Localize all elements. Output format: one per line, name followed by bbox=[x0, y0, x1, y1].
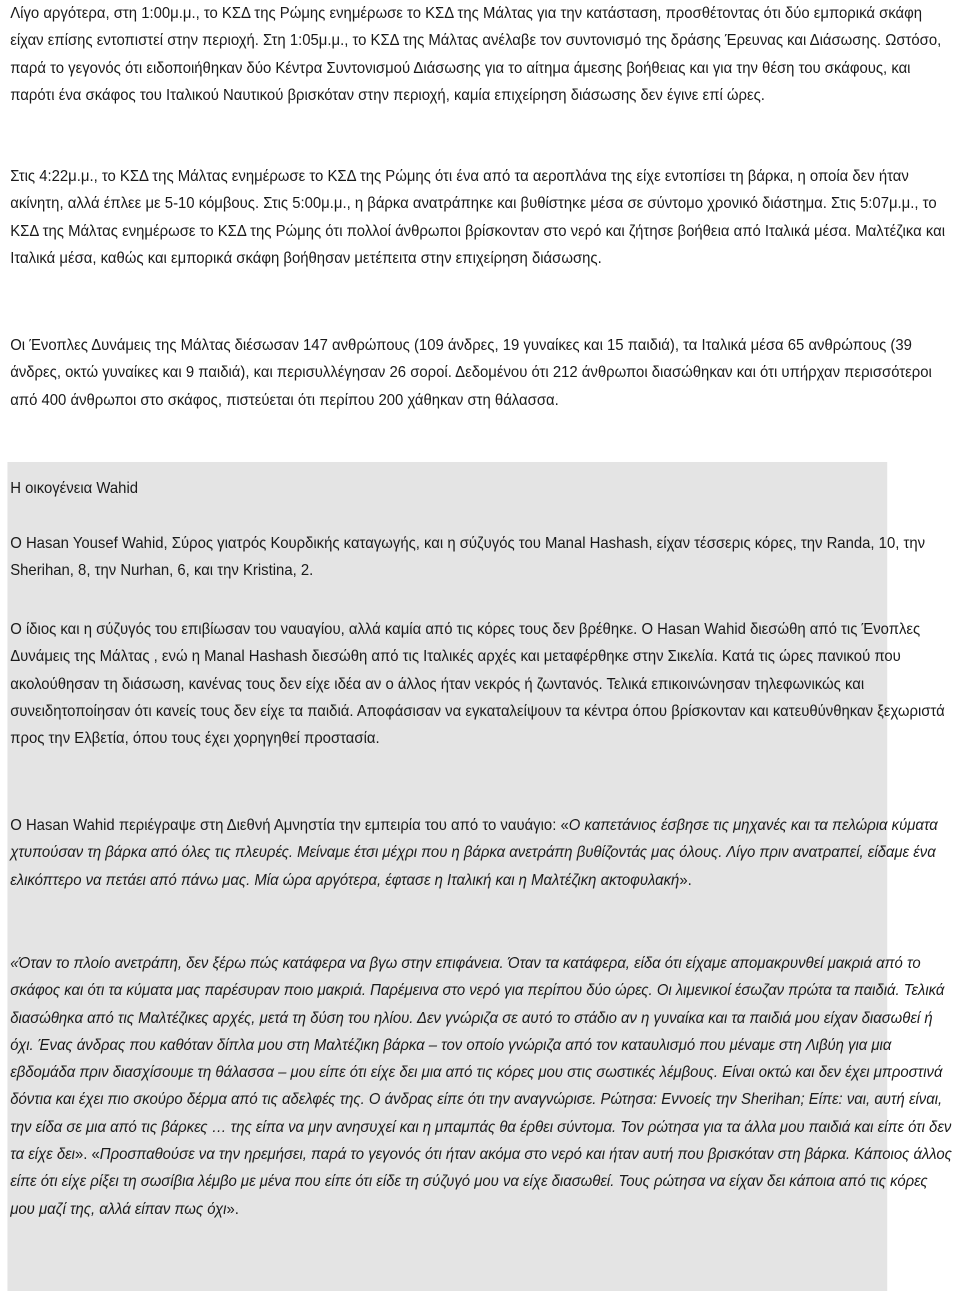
paragraph-text: Οι Ένοπλες Δυνάμεις της Μάλτας διέσωσαν 147 ανθρώπους (109 άνδρες, 19 γυναίκες και 15 παιδιά), τα Ιταλικά μέσα 65 ανθρώπους (39 άνδρες, οκτώ γυναίκες και 9 παιδιά), και περισυλλέγησαν 26 σοροί. Δεδομένου ότι 212 άνθρωποι διασώθηκαν και ότι υπήρχαν περισσότεροι από 400 άνθρωποι στο σκάφος, πιστεύεται ότι περίπου 200 χάθηκαν στη θάλασσα. bbox=[10, 337, 932, 409]
paragraph-text: ». « bbox=[74, 1146, 100, 1164]
paragraph-text: Στις 4:22μ.μ., το ΚΣΔ της Μάλτας ενημέρωσε το ΚΣΔ της Ρώμης ότι ένα από τα αεροπλάνα της είχε εντοπίσει τη βάρκα, η οποία δεν ήταν ακίνητη, αλλά έπλεε με 5-10 κόμβους. Στις 5:00μ.μ., η βάρκα ανατράπηκε και βυθίστηκε μέσα σε σύντομο χρονικό διάστημα. Στις 5:07μ.μ., το ΚΣΔ της Μάλτας ενημέρωσε το ΚΣΔ της Ρώμης ότι πολλοί άνθρωποι βρίσκονταν στο νερό και ζήτησε βοήθεια από Ιταλικά μέσα. Μαλτέζικα και Ιταλικά μέσα, καθώς και εμπορικά σκάφη βοήθησαν μετέπειτα στην επιχείρηση διάσωσης. bbox=[10, 168, 946, 267]
paragraph-rescue-timeline bbox=[10, 0, 955, 109]
paragraph-text: Ο Hasan Yousef Wahid, Σύρος γιατρός Κουρδικής καταγωγής, και η σύζυγός του Manal Hashash, είχαν τέσσερις κόρες, την Randa, 10, την Sherihan, 8, την Nurhan, 6, και την Kristina, 2. bbox=[10, 535, 926, 580]
paragraph-text: Ο ίδιος και η σύζυγός του επιβίωσαν του ναυαγίου, αλλά καμία από τις κόρες τους δεν βρέθηκε. Ο Hasan Wahid διεσώθη από τις Ένοπλες Δυνάμεις της Μάλτας , ενώ η Manal Hashash διεσώθη από τις Ιταλικές αρχές και μεταφέρθηκε στην Σικελία. Κατά τις ώρες πανικού που ακολούθησαν τη διάσωση, κανένας τους δεν είχε ιδέα αν ο άλλος ήταν νεκρός ή ζωντανός. Τελικά επικοινώνησαν τηλεφωνικώς και συνειδητοποίησαν ότι κανείς τους δεν είχε τα παιδιά. Αποφάσισαν να εγκαταλείψουν τα κέντρα όπου βρίσκονταν και κατευθύνθηκαν ξεχωριστά προς την Ελβετία, όπου τους έχει χορηγηθεί προστασία. bbox=[10, 621, 945, 748]
paragraph-text: ». bbox=[226, 1200, 239, 1218]
box-paragraph-family bbox=[10, 530, 955, 585]
quote-text: Προσπαθούσε να την ηρεμήσει, παρά το γεγονός ότι ήταν ακόμα στο νερό και ήταν αυτή που βρισκόταν στη βάρκα. Κάποιος άλλος είπε ότι είχε ρίξει τη σωσίβια λέμβο με μένα που είπε ότι είδε τη σύζυγό μου να είχε διασωθεί. Τους ρώτησα να είχαν δει κάποια από τις κόρες μου μαζί της, αλλά είπαν πως όχι bbox=[10, 1146, 952, 1218]
paragraph-casualties bbox=[10, 332, 955, 414]
box-paragraph-quote bbox=[10, 950, 955, 1223]
box-paragraph-testimony bbox=[10, 812, 955, 894]
paragraph-text: Ο Hasan Wahid περιέγραψε στη Διεθνή Αμνηστία την εμπειρία του από το ναυάγιο: « bbox=[10, 817, 569, 834]
paragraph-text: Λίγο αργότερα, στη 1:00μ.μ., το ΚΣΔ της Ρώμης ενημέρωσε το ΚΣΔ της Μάλτας για την κατάσταση, προσθέτοντας ότι δύο εμπορικά σκάφη είχαν επίσης εντοπιστεί στην περιοχή. Στη 1:05μ.μ., το ΚΣΔ της Μάλτας ανέλαβε τον συντονισμό της δράσης Έρευνας και Διάσωσης. Ωστόσο, παρά το γεγονός ότι ειδοποιήθηκαν δύο Κέντρα Συντονισμού Διάσωσης για το αίτημα άμεσης βοήθειας και για την θέση του σκάφους, και παρότι ένα σκάφος του Ιταλικού Ναυτικού βρισκόταν στην περιοχή, καμία επιχείρηση διάσωσης δεν έγινε επί ώρες. bbox=[10, 5, 942, 104]
box-heading-text: Η οικογένεια Wahid bbox=[10, 480, 139, 497]
quote-text: Ο καπετάνιος έσβησε τις μηχανές και τα πελώρια κύματα χτυπούσαν τη βάρκα από όλες τις πλευρές. Μείναμε έτσι μέχρι που η βάρκα ανετράπη βυθίζοντάς μας όλους. Λίγο πριν ανατραπεί, είδαμε ένα ελικόπτερο να πετάει από πάνω μας. Μία ώρα αργότερα, έφτασε η Ιταλική και η Μαλτέζικη ακτοφυλακή bbox=[10, 817, 938, 889]
quote-text: «Όταν το πλοίο ανετράπη, δεν ξέρω πώς κατάφερα να βγω στην επιφάνεια. Όταν τα κατάφερα, είδα ότι είχαμε απομακρυνθεί μακριά από το σκάφος και ότι τα κύματα μας παρέσυραν ποιο μακριά. Παρέμεινα στο νερό για περίπου δύο ώρες. Οι λιμενικοί έσωζαν πρώτα τα παιδιά. Τελικά διασώθηκα από τις Μαλτέζικες αρχές, μετά τη δύση του ηλίου. Δεν γνώριζα σε αυτό το στάδιο αν η γυναίκα και τα παιδιά μου είχαν διασωθεί ή όχι. Ένας άνδρας που καθόταν δίπλα μου στη Μαλτέζικη βάρκα – τον οποίο γνώριζα από τον καταυλισμό που μέναμε στη Λιβύη για μια εβδομάδα πριν διασχίσουμε τη θάλασσα – μου είπε ότι είχε δει μια από τις κόρες μου στις σωστικές λέμβους. Είναι οκτώ και δεν έχει μπροστινά δόντια και έχει πιο σκούρο δέρμα από τις αδελφές της. Ο άνδρας είπε ότι την αναγνώρισε. Ρώτησα: Εννοείς την Sherihan; Είπε: ναι, αυτή είναι, την είδα σε μια από τις βάρκες … της είπα να μην ανησυχεί και η μπαμπάς θα έρθει σύντομα. Τον ρώτησα για τα άλλα μου παιδιά και είπε ότι δεν τα είχε δει bbox=[10, 955, 952, 1164]
box-heading bbox=[10, 475, 955, 502]
paragraph-text: ». bbox=[679, 871, 692, 889]
paragraph-sinking bbox=[10, 163, 955, 272]
box-paragraph-survival bbox=[10, 616, 955, 752]
